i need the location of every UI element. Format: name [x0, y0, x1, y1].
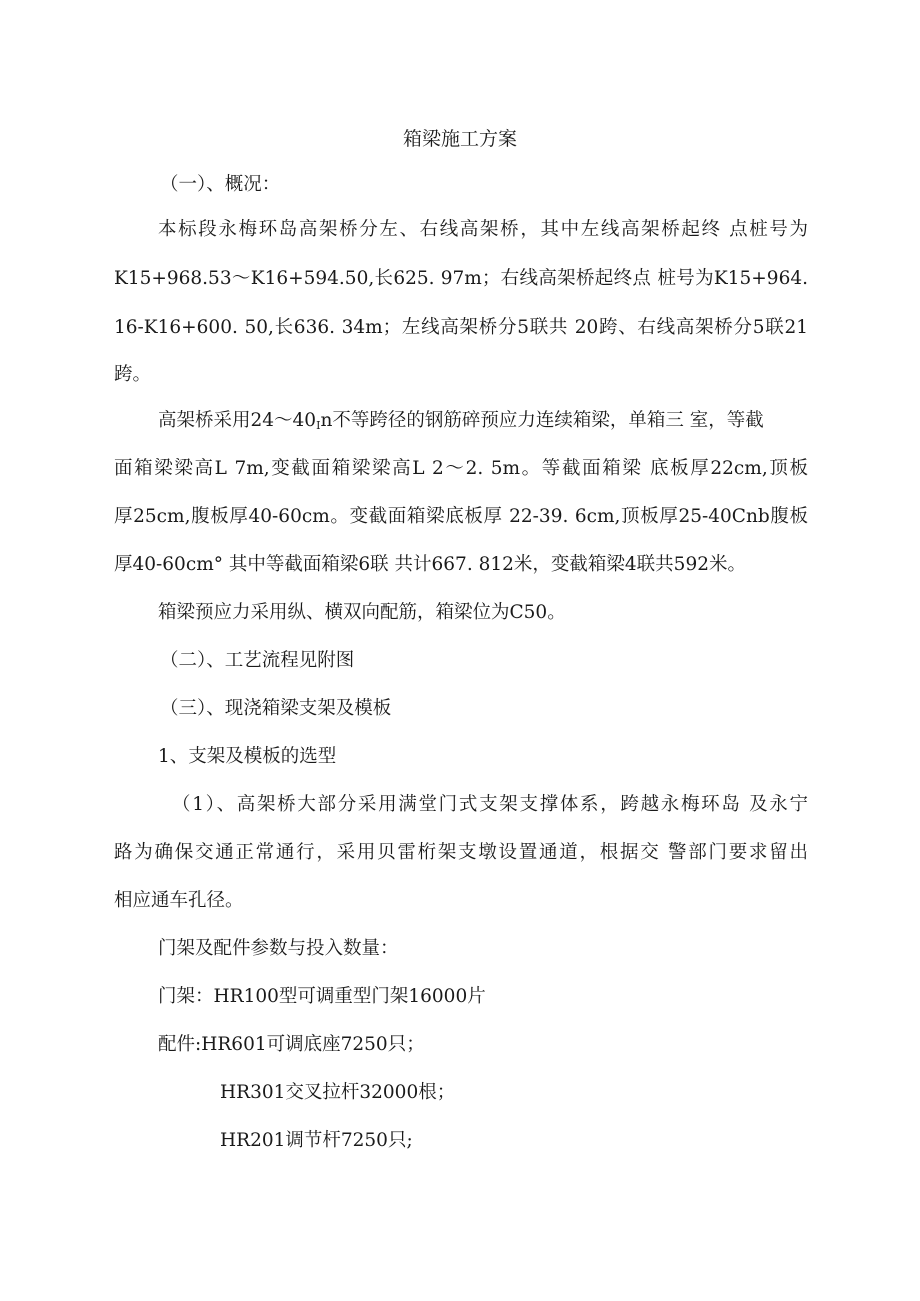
item-door-frame: 门架：HR100型可调重型门架16000片 — [158, 986, 486, 1007]
para2-line1 — [158, 408, 764, 439]
para1-line2: K15+968.53～K16+594.50,长625. 97m；右线高架桥起终点 桩号为K15+964. — [114, 268, 808, 289]
para2-line1-part-a: 高架桥采用24～40 — [158, 410, 317, 431]
para3: 箱梁预应力采用纵、横双向配筋，箱梁位为C50。 — [158, 602, 566, 623]
para1-line1: 本标段永梅环岛高架桥分左、右线高架桥，其中左线高架桥起终 点桩号为 — [158, 219, 808, 240]
subsection-heading-selection: 1、支架及模板的选型 — [158, 746, 337, 767]
para2-line1-part-b: n不等跨径的钢筋碎预应力连续箱梁，单箱三 室，等截 — [320, 410, 764, 431]
para2-line2: 面箱梁梁高L 7m,变截面箱梁梁高L 2～2. 5m。等截面箱梁 底板厚22cm,顶板 — [114, 458, 808, 479]
para4-line1: （1）、高架桥大部分采用满堂门式支架支撑体系，跨越永梅环岛 及永宁 — [172, 794, 808, 815]
section-heading-overview: （一）、概况： — [160, 174, 281, 195]
para4-line3: 相应通车孔径。 — [114, 890, 244, 911]
item-adjust-rod: HR201调节杆7250只; — [220, 1130, 413, 1151]
para5: 门架及配件参数与投入数量： — [158, 938, 399, 959]
section-heading-process: （二）、工艺流程见附图 — [160, 650, 355, 671]
para2-line3: 厚25cm,腹板厚40-60cm。变截面箱梁底板厚 22-39. 6cm,顶板厚25-40Cnb腹板 — [114, 506, 808, 527]
section-heading-formwork: （三）、现浇箱梁支架及模板 — [160, 698, 392, 719]
para2-line4: 厚40-60cm° 其中等截面箱梁6联 共计667. 812米，变截箱梁4联共592米。 — [114, 554, 746, 575]
item-cross-brace: HR301交叉拉杆32000根； — [220, 1082, 456, 1103]
para1-line3: 16-K16+600. 50,长636. 34m；左线高架桥分5联共 20跨、右线高架桥分5联21 — [114, 317, 808, 338]
para1-line4: 跨。 — [114, 364, 152, 385]
para2-line1-subscript: I — [316, 419, 321, 432]
para4-line2: 路为确保交通正常通行，采用贝雷桁架支墩设置通道，根据交 警部门要求留出 — [114, 842, 808, 863]
item-accessories: 配件:HR601可调底座7250只； — [158, 1034, 425, 1055]
document-title: 箱梁施工方案 — [402, 128, 517, 150]
